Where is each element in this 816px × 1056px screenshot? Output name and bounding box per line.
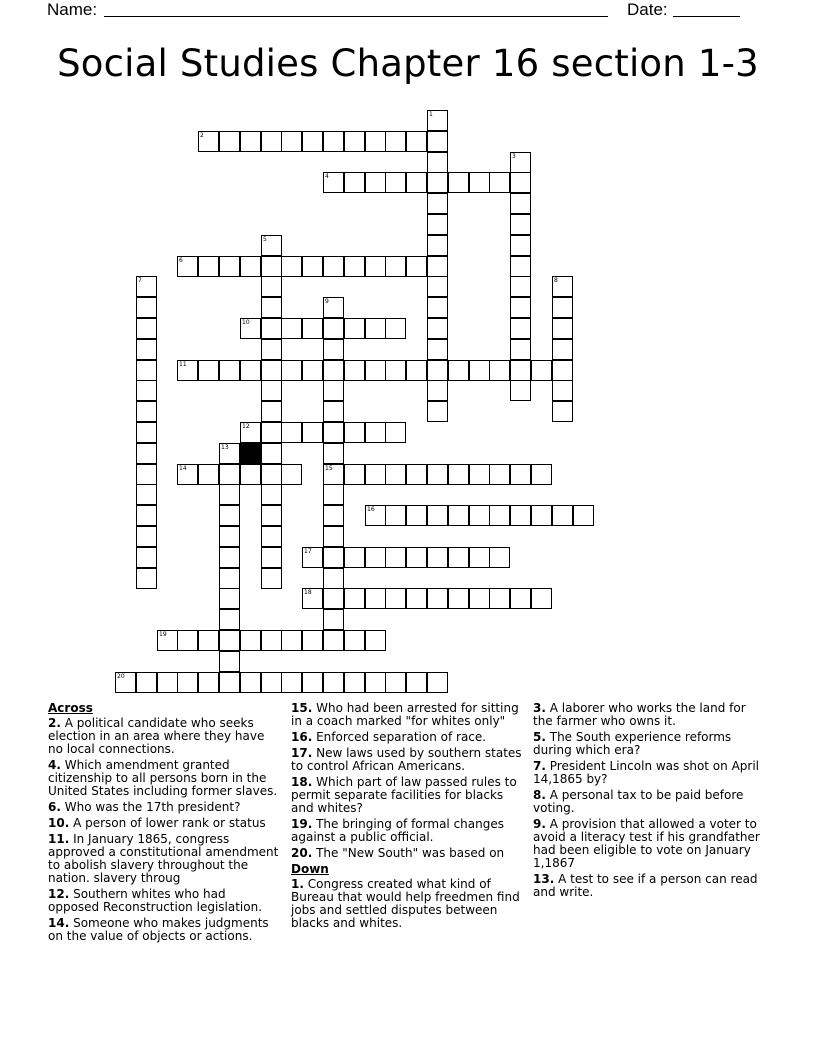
grid-cell[interactable]: [385, 505, 406, 526]
grid-cell[interactable]: [302, 630, 323, 651]
grid-cell[interactable]: [240, 360, 261, 381]
grid-cell[interactable]: [510, 588, 531, 609]
grid-cell[interactable]: [427, 276, 448, 297]
grid-cell[interactable]: [323, 630, 344, 651]
grid-cell[interactable]: [136, 464, 157, 485]
clue-across-10: 10. A person of lower rank or status: [48, 816, 266, 830]
clue-number: 16: [367, 506, 375, 513]
grid-cell[interactable]: [177, 256, 198, 277]
grid-cell[interactable]: [136, 505, 157, 526]
grid-cell[interactable]: [448, 588, 469, 609]
grid-cell[interactable]: [219, 609, 240, 630]
grid-cell[interactable]: [177, 630, 198, 651]
grid-cell[interactable]: [219, 360, 240, 381]
grid-cell[interactable]: [136, 276, 157, 297]
grid-cell[interactable]: [427, 360, 448, 381]
grid-cell[interactable]: [302, 318, 323, 339]
grid-cell[interactable]: [510, 256, 531, 277]
grid-cell[interactable]: [531, 360, 552, 381]
grid-cell[interactable]: [240, 672, 261, 693]
grid-cell[interactable]: [261, 256, 282, 277]
grid-cell[interactable]: [489, 360, 510, 381]
grid-cell[interactable]: [385, 318, 406, 339]
grid-cell[interactable]: [323, 422, 344, 443]
grid-cell[interactable]: [427, 193, 448, 214]
grid-cell[interactable]: [510, 276, 531, 297]
grid-cell[interactable]: [448, 547, 469, 568]
grid-cell[interactable]: [136, 380, 157, 401]
grid-cell[interactable]: [385, 172, 406, 193]
grid-cell[interactable]: [406, 588, 427, 609]
grid-cell[interactable]: [406, 360, 427, 381]
grid-cell[interactable]: [219, 526, 240, 547]
grid-cell[interactable]: [261, 526, 282, 547]
grid-cell[interactable]: [240, 131, 261, 152]
grid-cell[interactable]: [385, 672, 406, 693]
grid-cell[interactable]: [136, 568, 157, 589]
grid-cell[interactable]: [406, 172, 427, 193]
grid-cell[interactable]: [427, 110, 448, 131]
grid-cell[interactable]: [489, 172, 510, 193]
grid-cell[interactable]: [531, 464, 552, 485]
grid-cell[interactable]: [406, 256, 427, 277]
clue-number: 13: [221, 444, 229, 451]
grid-cell[interactable]: [198, 256, 219, 277]
grid-cell[interactable]: [365, 131, 386, 152]
down-heading: Down: [291, 862, 329, 876]
grid-cell[interactable]: [552, 380, 573, 401]
grid-cell[interactable]: [281, 672, 302, 693]
clue-across-14: 14. Someone who makes judgments on the value of objects or actions.: [48, 916, 269, 943]
clue-across-11: 11. In January 1865, congress approved a constitutional amendment to abolish slavery throughout the nation. slavery throug: [48, 832, 279, 885]
grid-cell[interactable]: [510, 214, 531, 235]
grid-cell[interactable]: [198, 630, 219, 651]
clue-across-4: 4. Which amendment granted citizenship to all persons born in the United States including former slaves.: [48, 758, 278, 798]
grid-cell[interactable]: [385, 422, 406, 443]
grid-cell[interactable]: [385, 588, 406, 609]
clue-down-3: 3. A laborer who works the land for the farmer who owns it.: [533, 701, 746, 728]
clue-across-19: 19. The bringing of formal changes against a public official.: [291, 817, 504, 844]
grid-cell[interactable]: [427, 318, 448, 339]
grid-cell[interactable]: [385, 256, 406, 277]
grid-cell[interactable]: [219, 131, 240, 152]
grid-cell[interactable]: [323, 360, 344, 381]
clue-number: 17: [304, 548, 312, 555]
clue-across-16: 16. Enforced separation of race.: [291, 730, 487, 744]
grid-cell[interactable]: [427, 505, 448, 526]
grid-cell[interactable]: [448, 505, 469, 526]
grid-cell[interactable]: [219, 568, 240, 589]
grid-cell[interactable]: [510, 235, 531, 256]
grid-cell[interactable]: [344, 464, 365, 485]
grid-cell[interactable]: [323, 172, 344, 193]
grid-cell[interactable]: [510, 505, 531, 526]
grid-cell[interactable]: [323, 131, 344, 152]
grid-cell[interactable]: [302, 422, 323, 443]
grid-cell[interactable]: [448, 172, 469, 193]
grid-cell[interactable]: [510, 297, 531, 318]
grid-cell[interactable]: [448, 360, 469, 381]
grid-cell[interactable]: [427, 131, 448, 152]
grid-cell[interactable]: [510, 380, 531, 401]
grid-cell[interactable]: [344, 588, 365, 609]
grid-cell[interactable]: [323, 464, 344, 485]
name-label: Name:: [47, 0, 98, 19]
grid-cell[interactable]: [406, 505, 427, 526]
grid-cell[interactable]: [344, 256, 365, 277]
grid-cell[interactable]: [344, 547, 365, 568]
grid-cell[interactable]: [157, 672, 178, 693]
grid-cell[interactable]: [510, 339, 531, 360]
grid-cell[interactable]: [323, 443, 344, 464]
grid-cell[interactable]: [531, 505, 552, 526]
clue-number: 4: [325, 173, 329, 180]
grid-cell[interactable]: [261, 547, 282, 568]
grid-cell[interactable]: [323, 609, 344, 630]
grid-cell[interactable]: [261, 339, 282, 360]
grid-cell[interactable]: [323, 547, 344, 568]
grid-cell[interactable]: [510, 172, 531, 193]
grid-cell[interactable]: [427, 547, 448, 568]
grid-cell[interactable]: [219, 484, 240, 505]
grid-cell[interactable]: [344, 672, 365, 693]
grid-cell[interactable]: [510, 152, 531, 173]
grid-cell[interactable]: [240, 256, 261, 277]
grid-cell[interactable]: [219, 672, 240, 693]
grid-cell[interactable]: [281, 318, 302, 339]
clue-column-1: [48, 702, 280, 946]
grid-cell[interactable]: [136, 318, 157, 339]
grid-cell[interactable]: [323, 401, 344, 422]
grid-cell[interactable]: [323, 588, 344, 609]
grid-cell[interactable]: [469, 464, 490, 485]
grid-cell[interactable]: [136, 360, 157, 381]
grid-cell[interactable]: [261, 276, 282, 297]
grid-cell[interactable]: [552, 505, 573, 526]
grid-cell[interactable]: [323, 318, 344, 339]
grid-cell[interactable]: [365, 422, 386, 443]
grid-cell[interactable]: [198, 464, 219, 485]
clue-number: 14: [179, 465, 187, 472]
clue-number: 20: [117, 673, 125, 680]
grid-cell[interactable]: [261, 422, 282, 443]
clue-down-7: 7. President Lincoln was shot on April 14,1865 by?: [533, 759, 759, 786]
grid-cell[interactable]: [219, 588, 240, 609]
grid-cell[interactable]: [323, 256, 344, 277]
clue-down-8: 8. A personal tax to be paid before voting.: [533, 788, 744, 815]
clue-column-3: [533, 702, 765, 902]
grid-cell[interactable]: [365, 547, 386, 568]
grid-cell[interactable]: [302, 547, 323, 568]
grid-cell[interactable]: [281, 256, 302, 277]
clue-across-18: 18. Which part of law passed rules to permit separate facilities for blacks and whites?: [291, 775, 517, 815]
grid-cell[interactable]: [427, 297, 448, 318]
grid-cell[interactable]: [261, 484, 282, 505]
grid-cell[interactable]: [531, 588, 552, 609]
grid-cell[interactable]: [510, 318, 531, 339]
clue-number: 1: [429, 111, 433, 118]
grid-cell[interactable]: [469, 547, 490, 568]
grid-cell[interactable]: [261, 297, 282, 318]
clue-across-6: 6. Who was the 17th president?: [48, 800, 241, 814]
grid-cell[interactable]: [302, 588, 323, 609]
date-label: Date:: [627, 0, 668, 19]
grid-cell[interactable]: [552, 318, 573, 339]
grid-cell[interactable]: [573, 505, 594, 526]
clue-number: 7: [138, 277, 142, 284]
clue-number: 15: [325, 465, 333, 472]
grid-cell[interactable]: [323, 672, 344, 693]
grid-cell[interactable]: [365, 630, 386, 651]
grid-cell[interactable]: [219, 443, 240, 464]
grid-cell[interactable]: [365, 360, 386, 381]
grid-cell[interactable]: [281, 464, 302, 485]
grid-cell[interactable]: [385, 547, 406, 568]
grid-cell[interactable]: [136, 339, 157, 360]
clue-across-20: 20. The "New South" was based on: [291, 846, 505, 860]
grid-cell[interactable]: [510, 360, 531, 381]
grid-cell[interactable]: [323, 484, 344, 505]
clue-across-17: 17. New laws used by southern states to control African Americans.: [291, 746, 522, 773]
black-cell: [240, 443, 261, 464]
grid-cell[interactable]: [385, 360, 406, 381]
grid-cell[interactable]: [136, 297, 157, 318]
grid-cell[interactable]: [157, 630, 178, 651]
grid-cell[interactable]: [344, 131, 365, 152]
grid-cell[interactable]: [427, 172, 448, 193]
grid-cell[interactable]: [302, 131, 323, 152]
grid-cell[interactable]: [240, 318, 261, 339]
grid-cell[interactable]: [323, 339, 344, 360]
grid-cell[interactable]: [115, 672, 136, 693]
clue-down-5: 5. The South experience reforms during which era?: [533, 730, 732, 757]
clue-down-9: 9. A provision that allowed a voter to avoid a literacy test if his grandfather had been eligible to vote on January 1,1867: [533, 817, 760, 870]
grid-cell[interactable]: [136, 526, 157, 547]
page-title: Social Studies Chapter 16 section 1-3: [57, 42, 759, 85]
clue-number: 8: [554, 277, 558, 284]
clue-number: 19: [159, 631, 167, 638]
grid-cell[interactable]: [219, 464, 240, 485]
grid-cell[interactable]: [406, 464, 427, 485]
grid-cell[interactable]: [302, 672, 323, 693]
grid-cell[interactable]: [240, 630, 261, 651]
grid-cell[interactable]: [261, 318, 282, 339]
grid-cell[interactable]: [261, 380, 282, 401]
grid-cell[interactable]: [365, 672, 386, 693]
grid-cell[interactable]: [552, 360, 573, 381]
grid-cell[interactable]: [489, 464, 510, 485]
grid-cell[interactable]: [365, 588, 386, 609]
grid-cell[interactable]: [136, 422, 157, 443]
grid-cell[interactable]: [427, 235, 448, 256]
grid-cell[interactable]: [552, 401, 573, 422]
grid-cell[interactable]: [219, 651, 240, 672]
grid-cell[interactable]: [427, 339, 448, 360]
grid-cell[interactable]: [427, 256, 448, 277]
grid-cell[interactable]: [344, 318, 365, 339]
clue-number: 10: [242, 319, 250, 326]
clue-number: 9: [325, 298, 329, 305]
clue-number: 6: [179, 257, 183, 264]
grid-cell[interactable]: [427, 380, 448, 401]
grid-cell[interactable]: [136, 484, 157, 505]
grid-cell[interactable]: [136, 443, 157, 464]
grid-cell[interactable]: [469, 505, 490, 526]
grid-cell[interactable]: [323, 526, 344, 547]
grid-cell[interactable]: [261, 443, 282, 464]
clue-number: 11: [179, 361, 187, 368]
grid-cell[interactable]: [448, 464, 469, 485]
grid-cell[interactable]: [302, 360, 323, 381]
clue-across-2: 2. A political candidate who seeks election in an area where they have no local connections.: [48, 716, 265, 756]
grid-cell[interactable]: [427, 588, 448, 609]
grid-cell[interactable]: [489, 505, 510, 526]
grid-cell[interactable]: [177, 464, 198, 485]
clue-down-1: 1. Congress created what kind of Bureau that would help freedmen find jobs and settled disputes between blacks and whites.: [291, 877, 520, 930]
grid-cell[interactable]: [261, 568, 282, 589]
grid-cell[interactable]: [510, 464, 531, 485]
grid-cell[interactable]: [469, 360, 490, 381]
grid-cell[interactable]: [427, 152, 448, 173]
grid-cell[interactable]: [344, 422, 365, 443]
grid-cell[interactable]: [385, 464, 406, 485]
grid-cell[interactable]: [302, 256, 323, 277]
grid-cell[interactable]: [406, 131, 427, 152]
grid-cell[interactable]: [177, 672, 198, 693]
clue-across-15: 15. Who had been arrested for sitting in a coach marked "for whites only": [291, 701, 519, 728]
grid-cell[interactable]: [261, 672, 282, 693]
grid-cell[interactable]: [261, 131, 282, 152]
grid-cell[interactable]: [281, 422, 302, 443]
grid-cell[interactable]: [344, 360, 365, 381]
grid-cell[interactable]: [365, 256, 386, 277]
grid-cell[interactable]: [219, 505, 240, 526]
grid-cell[interactable]: [469, 588, 490, 609]
grid-cell[interactable]: [552, 297, 573, 318]
grid-cell[interactable]: [510, 193, 531, 214]
grid-cell[interactable]: [281, 360, 302, 381]
grid-cell[interactable]: [261, 464, 282, 485]
grid-cell[interactable]: [365, 172, 386, 193]
grid-cell[interactable]: [406, 672, 427, 693]
grid-cell[interactable]: [261, 235, 282, 256]
grid-cell[interactable]: [344, 630, 365, 651]
grid-cell[interactable]: [261, 630, 282, 651]
clue-number: 18: [304, 589, 312, 596]
grid-cell[interactable]: [427, 672, 448, 693]
clue-number: 2: [200, 132, 204, 139]
grid-cell[interactable]: [552, 339, 573, 360]
grid-cell[interactable]: [219, 256, 240, 277]
grid-cell[interactable]: [385, 131, 406, 152]
grid-cell[interactable]: [261, 505, 282, 526]
grid-cell[interactable]: [323, 568, 344, 589]
grid-cell[interactable]: [281, 131, 302, 152]
clue-across-12: 12. Southern whites who had opposed Reconstruction legislation.: [48, 887, 263, 914]
grid-cell[interactable]: [323, 297, 344, 318]
grid-cell[interactable]: [365, 464, 386, 485]
grid-cell[interactable]: [281, 630, 302, 651]
grid-cell[interactable]: [427, 214, 448, 235]
clue-column-2: [291, 702, 523, 933]
grid-cell[interactable]: [198, 131, 219, 152]
grid-cell[interactable]: [240, 464, 261, 485]
grid-cell[interactable]: [469, 172, 490, 193]
clue-number: 3: [512, 153, 516, 160]
grid-cell[interactable]: [177, 360, 198, 381]
clue-number: 5: [263, 236, 267, 243]
grid-cell[interactable]: [344, 172, 365, 193]
grid-cell[interactable]: [489, 547, 510, 568]
grid-cell[interactable]: [198, 672, 219, 693]
grid-cell[interactable]: [406, 547, 427, 568]
grid-cell[interactable]: [261, 401, 282, 422]
clue-down-13: 13. A test to see if a person can read and write.: [533, 872, 758, 899]
grid-cell[interactable]: [240, 422, 261, 443]
grid-cell[interactable]: [427, 401, 448, 422]
grid-cell[interactable]: [323, 380, 344, 401]
grid-cell[interactable]: [261, 360, 282, 381]
across-heading: Across: [48, 701, 93, 715]
grid-cell[interactable]: [136, 547, 157, 568]
grid-cell[interactable]: [365, 318, 386, 339]
grid-cell[interactable]: [489, 588, 510, 609]
grid-cell[interactable]: [136, 401, 157, 422]
grid-cell[interactable]: [198, 360, 219, 381]
grid-cell[interactable]: [552, 276, 573, 297]
grid-cell[interactable]: [136, 672, 157, 693]
grid-cell[interactable]: [365, 505, 386, 526]
grid-cell[interactable]: [323, 505, 344, 526]
grid-cell[interactable]: [219, 630, 240, 651]
clue-number: 12: [242, 423, 250, 430]
grid-cell[interactable]: [427, 464, 448, 485]
grid-cell[interactable]: [219, 547, 240, 568]
